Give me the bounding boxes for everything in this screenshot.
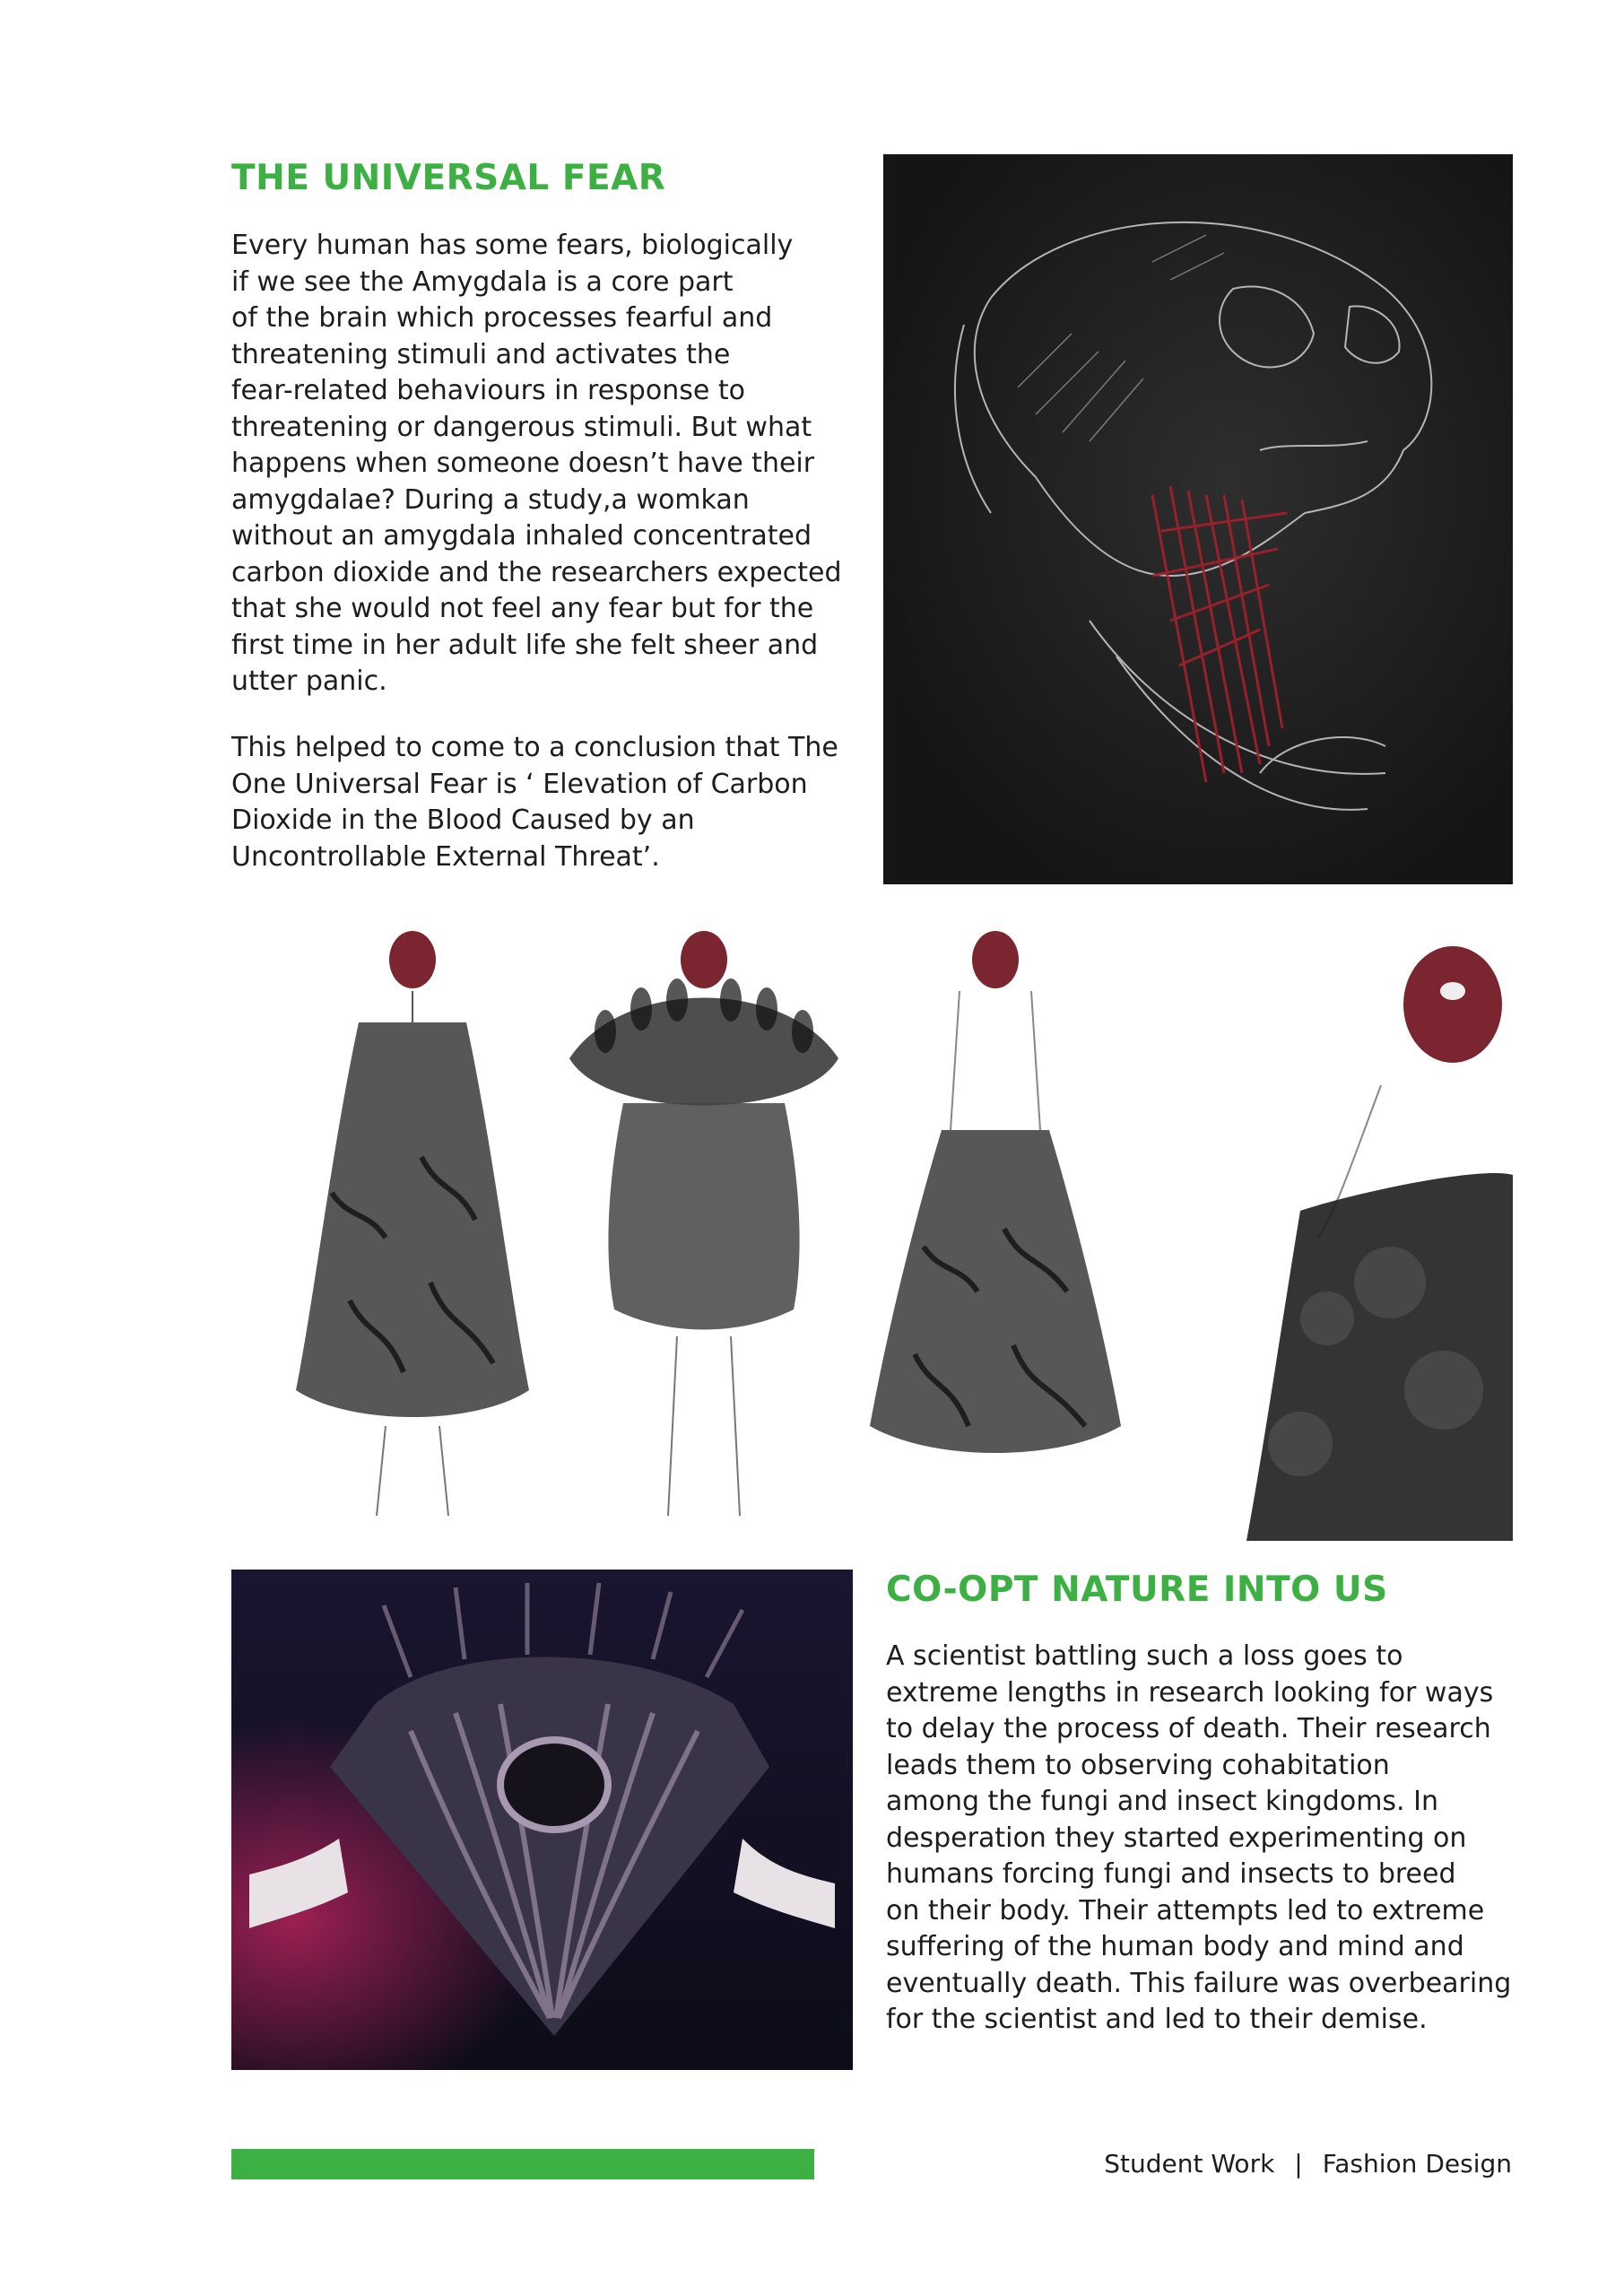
footer-accent-bar	[231, 2149, 814, 2179]
footer-separator: |	[1294, 2149, 1303, 2179]
fashion-sketch-4	[1246, 942, 1513, 1541]
footer-right-text: Fashion Design	[1322, 2149, 1512, 2179]
universal-fear-paragraph-2: This helped to come to a conclusion that The One Universal Fear is ‘ Elevation of Carbon Dioxide in the Blood Caused by an Uncontrollable External Threat’.	[231, 732, 838, 873]
mask-sculpture-photo	[231, 1570, 853, 2070]
fashion-sketch-2	[551, 924, 856, 1525]
co-opt-nature-paragraph: A scientist battling such a loss goes to extreme lengths in research looking for ways to delay the process of death. Their research leads them to observing cohabitation among the fungi and insect kingdoms. In desperation they started experimenting on humans forcing fungi and insects to breed on their body. Their attempts led to extreme suffering of the human body and mind and eventually death. This failure was overbearing for the scientist and led to their demise.	[886, 1640, 1512, 2035]
section-heading-universal-fear: THE UNIVERSAL FEAR	[231, 158, 666, 198]
skull-illustration	[883, 154, 1513, 884]
footer-label	[1104, 2149, 1512, 2179]
footer-left-text: Student Work	[1104, 2149, 1275, 2179]
fashion-sketch-1	[278, 924, 547, 1525]
fashion-sketch-3	[852, 924, 1139, 1525]
universal-fear-paragraph-1: Every human has some fears, biologically if we see the Amygdala is a core part of the brain which processes fearful and threatening stimuli and activates the fear-related behaviours in response to threatening or dangerous stimuli. But what happens when someone doesn’t have their amygdalae? During a study,a womkan without an amygdala inhaled concentrated carbon dioxide and the researchers expected that she would not feel any fear but for the first time in her adult life she felt sheer and utter panic.	[231, 230, 842, 697]
section-heading-co-opt-nature: CO-OPT NATURE INTO US	[886, 1570, 1388, 1610]
